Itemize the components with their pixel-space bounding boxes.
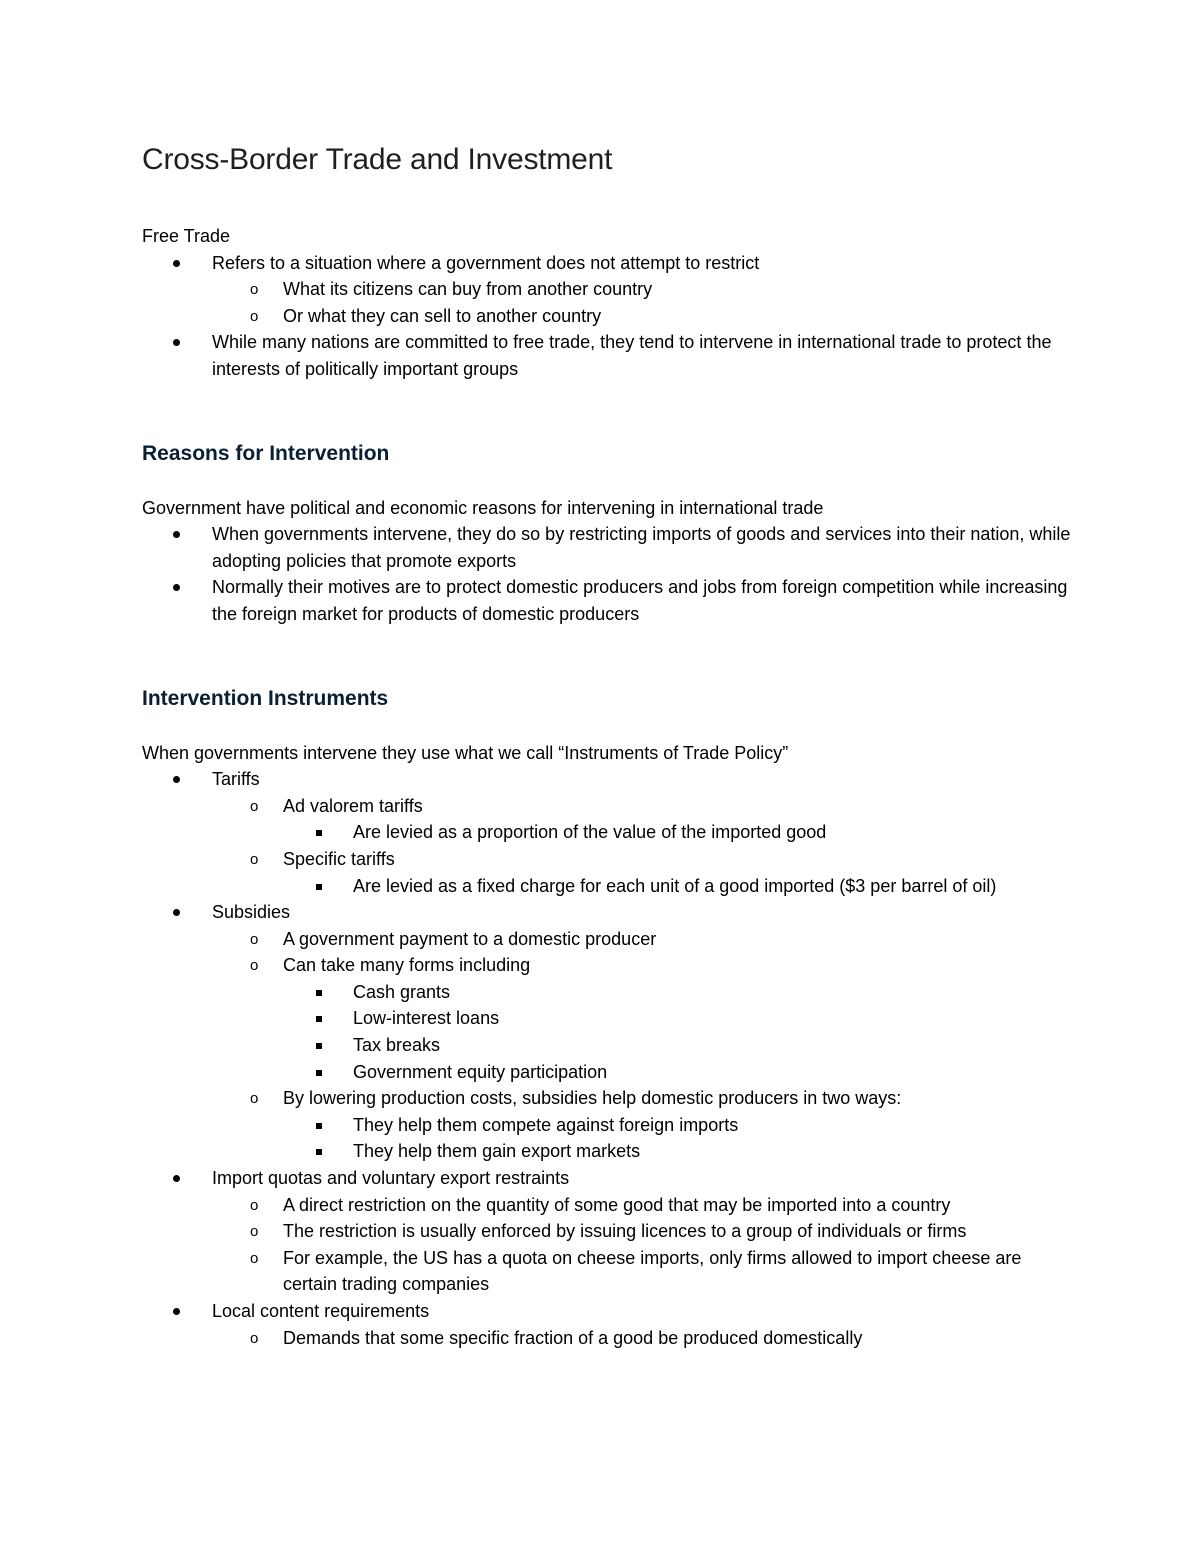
list-item: o A government payment to a domestic producer	[142, 926, 1072, 953]
circle-bullet-icon: o	[250, 850, 259, 868]
bullet-icon	[173, 776, 180, 783]
square-bullet-icon	[316, 1149, 322, 1155]
circle-bullet-icon: o	[250, 957, 259, 975]
list-item: When governments intervene, they do so by restricting imports of goods and services into their nation, while adopting policies that promote exports	[142, 521, 1072, 574]
list-item: Low-interest loans	[142, 1005, 1072, 1032]
bullet-icon	[173, 584, 180, 591]
list-item: Normally their motives are to protect domestic producers and jobs from foreign competition while increasing the foreign market for products of domestic producers	[142, 574, 1072, 627]
list-item: They help them gain export markets	[142, 1138, 1072, 1165]
list-item: Local content requirements	[142, 1298, 1072, 1325]
list-item: Tariffs	[142, 766, 1072, 793]
list-item: Are levied as a proportion of the value of the imported good	[142, 819, 1072, 846]
list-item: Refers to a situation where a government does not attempt to restrict	[142, 250, 1072, 277]
circle-bullet-icon: o	[250, 1090, 259, 1108]
bullet-icon	[173, 531, 180, 538]
list-item: o Ad valorem tariffs	[142, 793, 1072, 820]
bullet-icon	[173, 1175, 180, 1182]
bullet-icon	[173, 339, 180, 346]
list-item: o The restriction is usually enforced by issuing licences to a group of individuals or firms	[142, 1218, 1072, 1245]
circle-bullet-icon: o	[250, 307, 259, 325]
circle-bullet-icon: o	[250, 930, 259, 948]
bullet-icon	[173, 1308, 180, 1315]
section-heading-reasons: Reasons for Intervention	[142, 441, 390, 465]
list-item: o Or what they can sell to another country	[142, 303, 1072, 330]
square-bullet-icon	[316, 1016, 322, 1022]
list-item: o Specific tariffs	[142, 846, 1072, 873]
document-title: Cross-Border Trade and Investment	[142, 143, 613, 176]
circle-bullet-icon: o	[250, 1329, 259, 1347]
instruments-intro: When governments intervene they use what we call “Instruments of Trade Policy”	[142, 742, 789, 763]
list-item: While many nations are committed to free trade, they tend to intervene in international trade to protect the interests of politically important groups	[142, 329, 1072, 382]
list-item: o Demands that some specific fraction of a good be produced domestically	[142, 1325, 1072, 1352]
list-item: Tax breaks	[142, 1032, 1072, 1059]
square-bullet-icon	[316, 1123, 322, 1129]
list-item: Government equity participation	[142, 1059, 1072, 1086]
square-bullet-icon	[316, 1070, 322, 1076]
square-bullet-icon	[316, 1043, 322, 1049]
list-item: Cash grants	[142, 979, 1072, 1006]
section-heading-instruments: Intervention Instruments	[142, 686, 389, 710]
list-item: o Can take many forms including	[142, 952, 1072, 979]
bullet-icon	[173, 909, 180, 916]
circle-bullet-icon: o	[250, 281, 259, 299]
list-item: They help them compete against foreign imports	[142, 1112, 1072, 1139]
square-bullet-icon	[316, 830, 322, 836]
list-item: o By lowering production costs, subsidies help domestic producers in two ways:	[142, 1085, 1072, 1112]
list-item: Import quotas and voluntary export restraints	[142, 1165, 1072, 1192]
document-body	[142, 138, 1072, 1351]
square-bullet-icon	[316, 884, 322, 890]
circle-bullet-icon: o	[250, 1196, 259, 1214]
circle-bullet-icon: o	[250, 1223, 259, 1241]
list-item: o For example, the US has a quota on cheese imports, only firms allowed to import cheese are certain trading companies	[142, 1245, 1072, 1298]
bullet-icon	[173, 260, 180, 267]
circle-bullet-icon: o	[250, 1249, 259, 1267]
reasons-intro: Government have political and economic reasons for intervening in international trade	[142, 497, 824, 518]
list-item: o A direct restriction on the quantity of some good that may be imported into a country	[142, 1192, 1072, 1219]
list-item: o What its citizens can buy from another country	[142, 276, 1072, 303]
circle-bullet-icon: o	[250, 797, 259, 815]
square-bullet-icon	[316, 990, 322, 996]
free-trade-heading: Free Trade	[142, 226, 231, 246]
list-item: Are levied as a fixed charge for each unit of a good imported ($3 per barrel of oil)	[142, 873, 1072, 900]
list-item: Subsidies	[142, 899, 1072, 926]
